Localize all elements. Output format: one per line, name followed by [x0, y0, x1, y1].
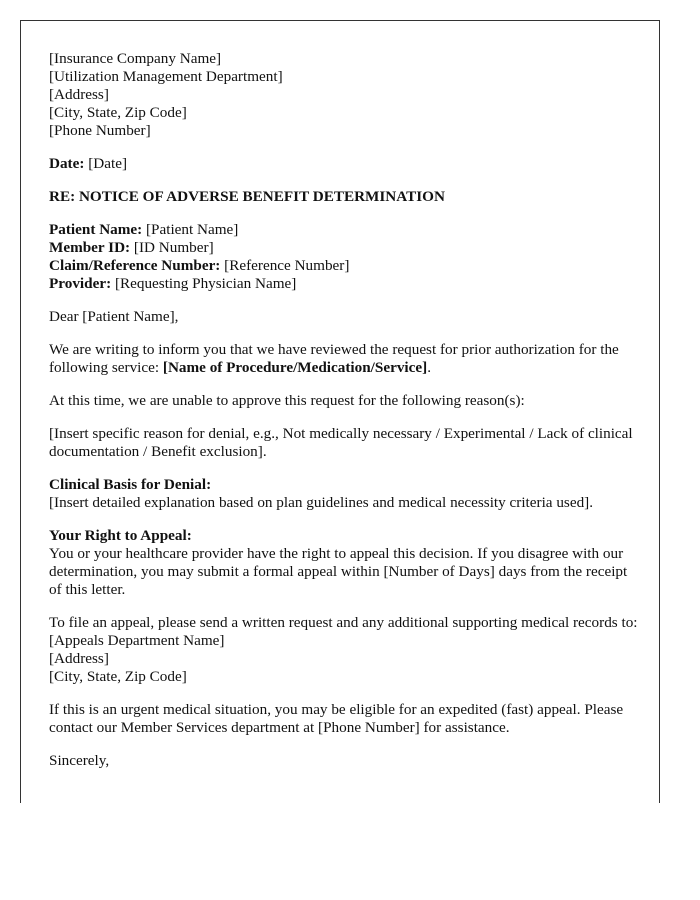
sender-line: [City, State, Zip Code] [49, 104, 187, 121]
sender-address [49, 50, 639, 140]
date-label: Date: [49, 155, 85, 172]
clinical-text: [Insert detailed explanation based on plan guidelines and medical necessity criteria used]. [49, 494, 594, 511]
sender-line: [Insurance Company Name] [49, 50, 222, 67]
detail-value: [ID Number] [133, 239, 214, 256]
appeal-address-line: [Appeals Department Name] [49, 632, 225, 649]
intro-text: We are writing to inform you that we have reviewed the request for prior authorization for the following service: [49, 341, 619, 376]
detail-value: [Reference Number] [224, 257, 350, 274]
detail-row [49, 239, 639, 257]
reason-intro: At this time, we are unable to approve this request for the following reason(s): [49, 392, 525, 409]
appeal-rights [49, 527, 639, 599]
appeal-heading: Your Right to Appeal: [49, 527, 192, 544]
detail-row [49, 275, 639, 293]
service-name: [Name of Procedure/Medication/Service] [162, 359, 428, 376]
detail-label: Patient Name: [49, 221, 143, 238]
appeal-text: You or your healthcare provider have the right to appeal this decision. If you disagree with our determination, you may submit a formal appeal within [Number of Days] days from the receipt of this letter. [49, 545, 628, 598]
appeal-address-line: [City, State, Zip Code] [49, 668, 187, 685]
intro-end: . [427, 359, 431, 376]
date-value: [Date] [88, 155, 128, 172]
urgent-notice: If this is an urgent medical situation, you may be eligible for an expedited (fast) appeal. Please contact our Member Services department at [Phone Number] for assistance. [49, 701, 624, 736]
detail-label: Claim/Reference Number: [49, 257, 221, 274]
detail-row [49, 257, 639, 275]
closing: Sincerely, [49, 752, 110, 769]
detail-value: [Patient Name] [146, 221, 239, 238]
detail-label: Provider: [49, 275, 112, 292]
date-line [49, 155, 639, 173]
detail-row [49, 221, 639, 239]
sender-line: [Utilization Management Department] [49, 68, 283, 85]
appeal-address-line: [Address] [49, 650, 109, 667]
clinical-heading: Clinical Basis for Denial: [49, 476, 212, 493]
detail-value: [Requesting Physician Name] [114, 275, 297, 292]
subject-text: RE: NOTICE OF ADVERSE BENEFIT DETERMINATION [49, 188, 445, 205]
file-appeal [49, 614, 639, 686]
clinical-basis [49, 476, 639, 512]
intro-paragraph [49, 341, 639, 377]
denial-reason: [Insert specific reason for denial, e.g., Not medically necessary / Experimental / Lack of clinical documentation / Benefit exclusion]. [49, 425, 633, 460]
salutation: Dear [Patient Name], [49, 308, 179, 325]
file-appeal-text: To file an appeal, please send a written request and any additional supporting medical records to: [49, 614, 638, 631]
sender-line: [Address] [49, 86, 109, 103]
detail-label: Member ID: [49, 239, 131, 256]
letter-page [20, 20, 660, 803]
sender-line: [Phone Number] [49, 122, 151, 139]
patient-details [49, 221, 639, 293]
subject-line [49, 188, 639, 206]
letter-content [49, 50, 639, 785]
